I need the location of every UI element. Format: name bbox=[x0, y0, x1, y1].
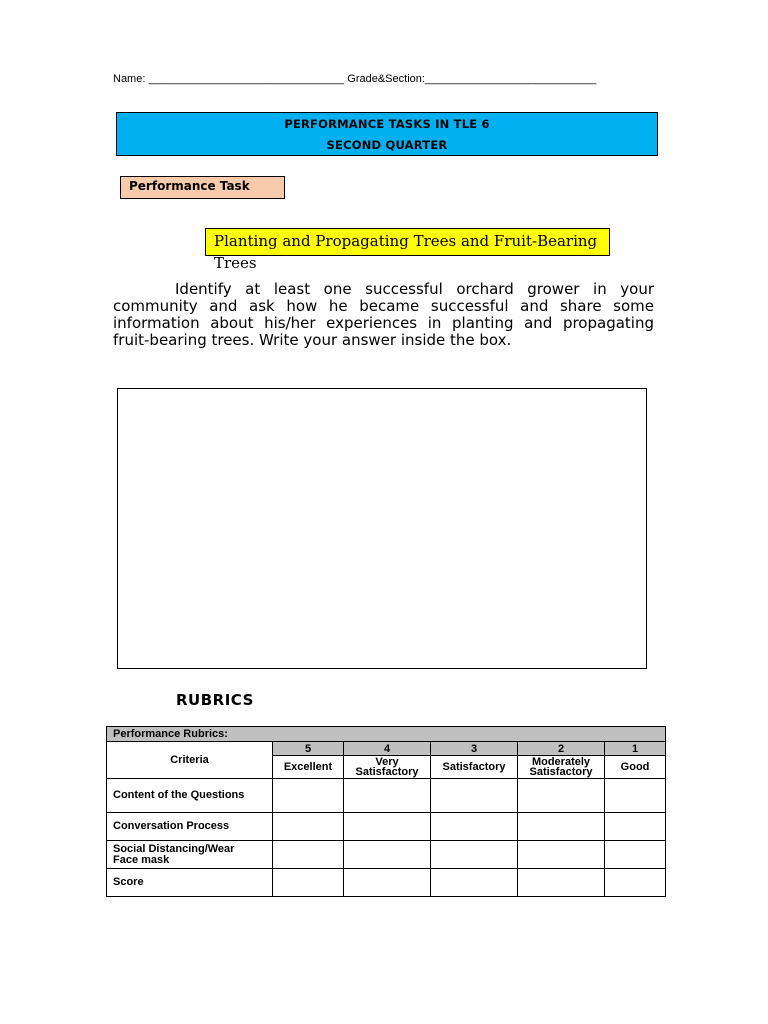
rubrics-heading: RUBRICS bbox=[176, 691, 254, 709]
score-cell[interactable] bbox=[273, 779, 344, 813]
level-excellent bbox=[273, 756, 344, 779]
level-label: Very bbox=[375, 756, 399, 768]
row-label-line2: Face mask bbox=[113, 853, 170, 866]
level-label: Good bbox=[620, 761, 650, 773]
score-cell[interactable] bbox=[344, 779, 431, 813]
score-cell[interactable] bbox=[431, 813, 518, 841]
level-moderately-satisfactory bbox=[518, 756, 605, 779]
score-cell[interactable] bbox=[605, 813, 666, 841]
level-good bbox=[605, 756, 666, 779]
level-label-line2: Satisfactory bbox=[529, 766, 593, 778]
table-row bbox=[107, 813, 666, 841]
score-cell[interactable] bbox=[605, 869, 666, 897]
score-cell[interactable] bbox=[273, 869, 344, 897]
score-cell[interactable] bbox=[518, 841, 605, 869]
score-cell[interactable] bbox=[431, 841, 518, 869]
title-line-1: PERFORMANCE TASKS IN TLE 6 bbox=[284, 117, 490, 131]
score-cell[interactable] bbox=[344, 869, 431, 897]
row-label-line1: Social Distancing/Wear bbox=[113, 842, 235, 855]
instructions-paragraph: Identify at least one successful orchard grower in your community and ask how he became successful and share some information about his/her experiences in planting and propagating fruit-bearing trees. Write your answer inside the box. bbox=[113, 280, 654, 349]
score-cell[interactable] bbox=[518, 779, 605, 813]
answer-box[interactable] bbox=[117, 388, 647, 669]
score-cell[interactable] bbox=[518, 813, 605, 841]
title-banner bbox=[116, 112, 658, 156]
table-row bbox=[107, 869, 666, 897]
rubric-caption: Performance Rubrics: bbox=[107, 727, 666, 742]
row-label-conversation: Conversation Process bbox=[107, 813, 273, 841]
score-2: 2 bbox=[518, 742, 605, 756]
title-line-2: SECOND QUARTER bbox=[326, 138, 448, 152]
score-3: 3 bbox=[431, 742, 518, 756]
score-cell[interactable] bbox=[605, 841, 666, 869]
topic-banner: Planting and Propagating Trees and Fruit-Bearing Trees bbox=[205, 228, 610, 256]
score-cell[interactable] bbox=[344, 841, 431, 869]
criteria-header: Criteria bbox=[107, 742, 273, 779]
rubric-table bbox=[106, 726, 666, 897]
level-label: Moderately bbox=[531, 756, 591, 768]
table-row bbox=[107, 841, 666, 869]
score-cell[interactable] bbox=[273, 813, 344, 841]
score-cell[interactable] bbox=[518, 869, 605, 897]
level-label-line2: Satisfactory bbox=[355, 766, 419, 778]
score-1: 1 bbox=[605, 742, 666, 756]
score-cell[interactable] bbox=[273, 841, 344, 869]
score-cell[interactable] bbox=[605, 779, 666, 813]
score-cell[interactable] bbox=[431, 869, 518, 897]
score-cell[interactable] bbox=[431, 779, 518, 813]
table-row bbox=[107, 779, 666, 813]
score-5: 5 bbox=[273, 742, 344, 756]
row-label-score: Score bbox=[107, 869, 273, 897]
score-4: 4 bbox=[344, 742, 431, 756]
level-satisfactory bbox=[431, 756, 518, 779]
performance-task-label: Performance Task bbox=[120, 176, 285, 199]
name-grade-section-line[interactable]: Name: ________________________________ Grade&Section:____________________________ bbox=[113, 73, 597, 85]
score-cell[interactable] bbox=[344, 813, 431, 841]
level-label: Excellent bbox=[283, 761, 333, 773]
level-very-satisfactory bbox=[344, 756, 431, 779]
level-label: Satisfactory bbox=[442, 761, 506, 773]
row-label-content: Content of the Questions bbox=[107, 779, 273, 813]
row-label-social-distancing bbox=[107, 841, 273, 869]
